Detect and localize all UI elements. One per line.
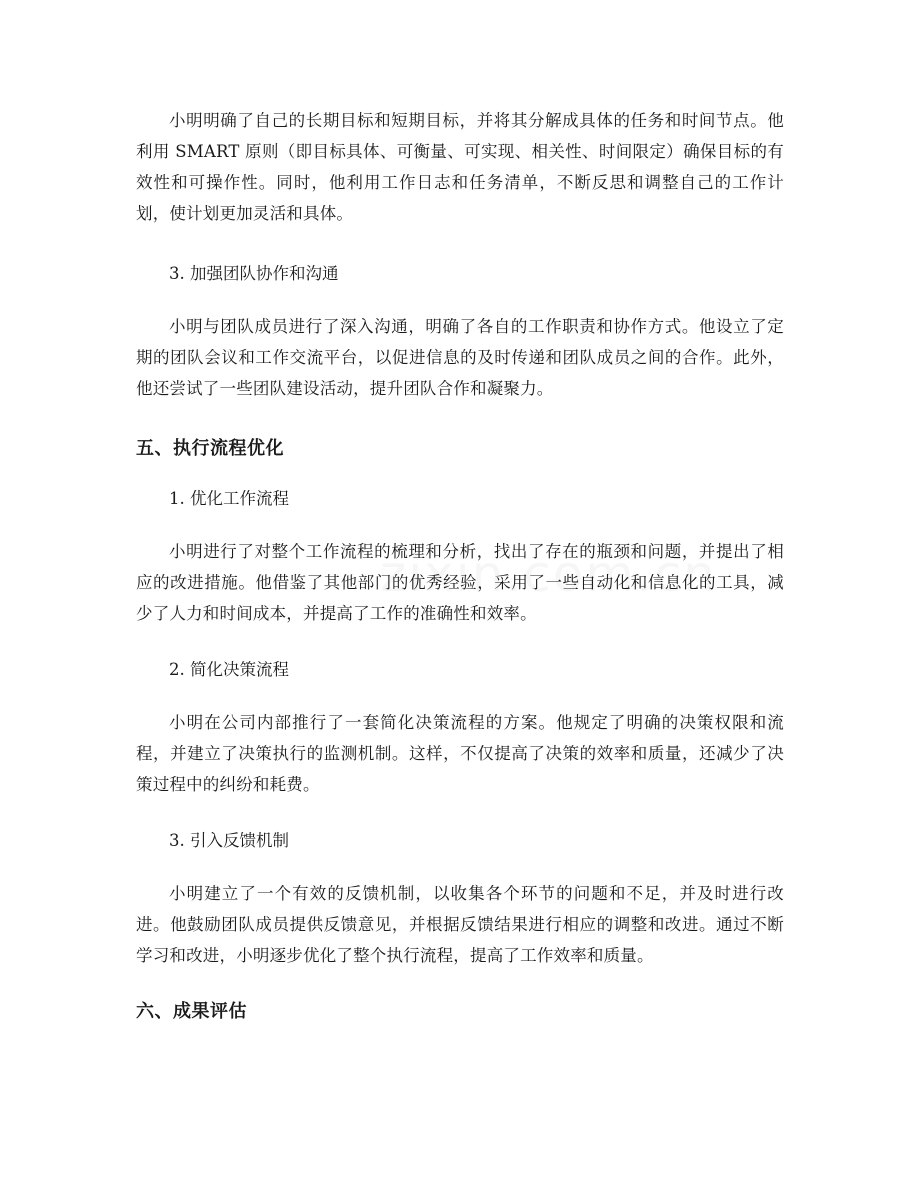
paragraph-workflow (136, 536, 784, 629)
section-heading: 五、执行流程优化 (136, 438, 284, 459)
subheading: 1. 优化工作流程 (169, 489, 289, 508)
paragraph-decision (136, 707, 784, 800)
body-paragraph: 小明与团队成员进行了深入沟通，明确了各自的工作职责和协作方式。他设立了定期的团队会议和工作交流平台，以促进信息的及时传递和团队成员之间的合作。此外，他还尝试了一些团队建设活动，提升团队合作和凝聚力。 (136, 317, 784, 398)
paragraph-feedback (136, 878, 784, 971)
subheading-simplify-decision (136, 658, 784, 682)
body-paragraph: 小明在公司内部推行了一套简化决策流程的方案。他规定了明确的决策权限和流程，并建立了决策执行的监测机制。这样，不仅提高了决策的效率和质量，还减少了决策过程中的纠纷和耗费。 (136, 713, 784, 794)
paragraph-team-communication (136, 311, 784, 404)
body-paragraph: 小明进行了对整个工作流程的梳理和分析，找出了存在的瓶颈和问题，并提出了相应的改进措施。他借鉴了其他部门的优秀经验，采用了一些自动化和信息化的工具，减少了人力和时间成本，并提高了工作的准确性和效率。 (136, 542, 784, 623)
subheading: 3. 加强团队协作和沟通 (169, 264, 339, 283)
section-heading: 六、成果评估 (136, 1001, 247, 1022)
section-heading-5 (136, 437, 784, 461)
subheading-feedback (136, 829, 784, 853)
body-paragraph: 小明建立了一个有效的反馈机制，以收集各个环节的问题和不足，并及时进行改进。他鼓励团队成员提供反馈意见，并根据反馈结果进行相应的调整和改进。通过不断学习和改进，小明逐步优化了整个执行流程，提高了工作效率和质量。 (136, 884, 784, 965)
subheading: 3. 引入反馈机制 (169, 831, 289, 850)
subheading-team-collaboration (136, 262, 784, 286)
body-paragraph: 小明明确了自己的长期目标和短期目标，并将其分解成具体的任务和时间节点。他利用 SMART 原则（即目标具体、可衡量、可实现、相关性、时间限定）确保目标的有效性和可操作性。同时，他利用工作日志和任务清单，不断反思和调整自己的工作计划，使计划更加灵活和具体。 (136, 111, 784, 223)
subheading-optimize-workflow (136, 487, 784, 511)
section-heading-6 (136, 1000, 784, 1024)
subheading: 2. 简化决策流程 (169, 660, 289, 679)
paragraph-goal-setting (136, 105, 784, 229)
